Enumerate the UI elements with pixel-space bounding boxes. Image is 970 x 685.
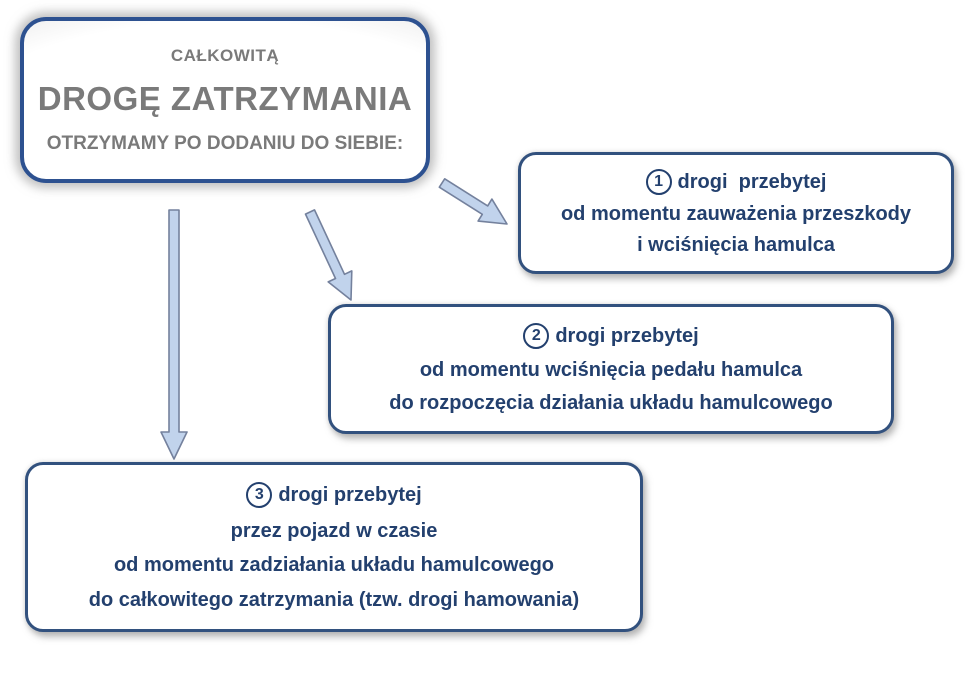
info-box-2-line-0: drogi przebytej [555,324,699,347]
info-box-3-line-2: od momentu zadziałania układu hamulcowego [113,554,555,577]
info-box-3-heading [246,482,421,508]
info-box-2-line-2: do rozpoczęcia działania układu hamulcowego [389,392,833,414]
info-box-3 [25,462,643,632]
circled-number-1-icon: 1 [646,169,672,195]
info-box-3-line-1: przez pojazd w czasie [230,519,438,542]
arrow-main-to-box-1 [439,179,507,224]
circled-number-3-icon: 3 [246,482,272,508]
main-box-subtitle-top: CAŁKOWITĄ [170,45,280,65]
info-box-1 [518,152,954,274]
info-box-2 [328,304,894,434]
info-box-1-line-2: i wciśnięcia hamulca [637,234,835,256]
arrow-main-to-box-3 [161,210,187,459]
main-box-subtitle-bottom: OTRZYMAMY PO DODANIU DO SIEBIE: [46,132,404,154]
info-box-1-heading [646,169,827,195]
main-box-title: DROGĘ ZATRZYMANIA [37,80,413,117]
info-box-2-heading [523,323,698,349]
info-box-1-line-0: drogi przebytej [677,170,827,193]
arrow-main-to-box-2 [306,210,352,300]
info-box-3-line-0: drogi przebytej [278,483,422,506]
main-title-box [20,17,430,183]
info-box-2-line-1: od momentu wciśnięcia pedału hamulca [419,359,803,381]
info-box-3-line-3: do całkowitego zatrzymania (tzw. drogi hamowania) [88,588,580,611]
circled-number-2-icon: 2 [523,323,549,349]
info-box-1-line-1: od momentu zauważenia przeszkody [560,203,912,225]
